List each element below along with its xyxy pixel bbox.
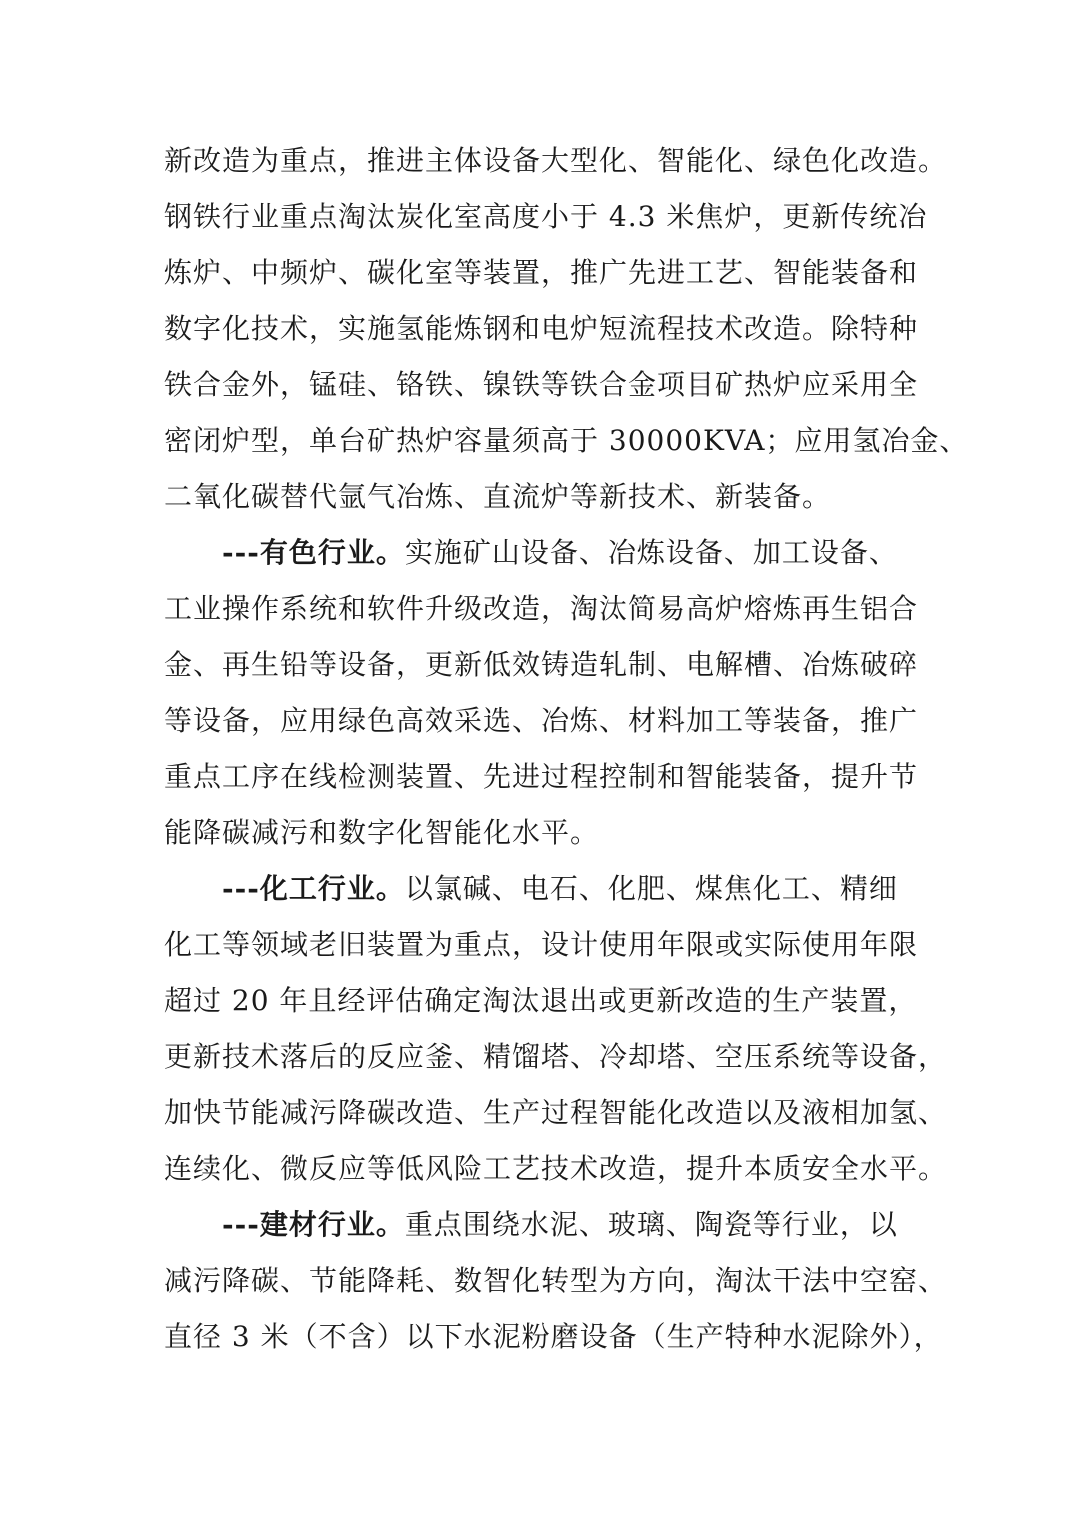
text-line: 能降碳减污和数字化智能化水平。 <box>164 816 600 849</box>
paragraph-chemical <box>164 861 948 1197</box>
text-span: 重点围绕水泥、玻璃、陶瓷等行业，以 <box>404 1208 898 1241</box>
text-line: 二氧化碳替代氩气冶炼、直流炉等新技术、新装备。 <box>164 480 832 513</box>
text-line: 等设备，应用绿色高效采选、冶炼、材料加工等装备，推广 <box>164 704 919 737</box>
text-line: 数字化技术，实施氢能炼钢和电炉短流程技术改造。除特种 <box>164 312 919 345</box>
paragraph-nonferrous <box>164 525 934 861</box>
text-span: 实施矿山设备、冶炼设备、加工设备、 <box>404 536 898 569</box>
paragraph-first-line <box>164 861 934 917</box>
text-span: 以氯碱、电石、化肥、煤焦化工、精细 <box>404 872 898 905</box>
document-body <box>164 133 969 1365</box>
text-line: 钢铁行业重点淘汰炭化室高度小于 4.3 米焦炉，更新传统冶 <box>164 200 928 233</box>
text-line: 直径 3 米（不含）以下水泥粉磨设备（生产特种水泥除外）， <box>164 1320 943 1353</box>
text-line: 密闭炉型，单台矿热炉容量须高于 30000KVA；应用氢冶金、 <box>164 424 969 457</box>
text-line: 化工等领域老旧装置为重点，设计使用年限或实际使用年限 <box>164 928 919 961</box>
text-line: 金、再生铅等设备，更新低效铸造轧制、电解槽、冶炼破碎 <box>164 648 919 681</box>
text-line: 新改造为重点，推进主体设备大型化、智能化、绿色化改造。 <box>164 144 948 177</box>
paragraph-building-materials <box>164 1197 948 1365</box>
section-lead-heading: ---化工行业。 <box>222 872 405 905</box>
text-line: 重点工序在线检测装置、先进过程控制和智能装备，提升节 <box>164 760 919 793</box>
text-line: 炼炉、中频炉、碳化室等装置，推广先进工艺、智能装备和 <box>164 256 919 289</box>
text-line: 更新技术落后的反应釜、精馏塔、冷却塔、空压系统等设备， <box>164 1040 948 1073</box>
text-line: 连续化、微反应等低风险工艺技术改造，提升本质安全水平。 <box>164 1152 948 1185</box>
text-line: 加快节能减污降碳改造、生产过程智能化改造以及液相加氢、 <box>164 1096 948 1129</box>
text-line: 超过 20 年且经评估确定淘汰退出或更新改造的生产装置， <box>164 984 918 1017</box>
paragraph-steel <box>164 133 969 525</box>
paragraph-first-line <box>164 1197 934 1253</box>
section-lead-heading: ---有色行业。 <box>222 536 405 569</box>
text-line: 铁合金外，锰硅、铬铁、镍铁等铁合金项目矿热炉应采用全 <box>164 368 919 401</box>
text-line: 工业操作系统和软件升级改造，淘汰简易高炉熔炼再生铝合 <box>164 592 919 625</box>
section-lead-heading: ---建材行业。 <box>222 1208 405 1241</box>
text-line: 减污降碳、节能降耗、数智化转型为方向，淘汰干法中空窑、 <box>164 1264 948 1297</box>
paragraph-first-line <box>164 525 934 581</box>
